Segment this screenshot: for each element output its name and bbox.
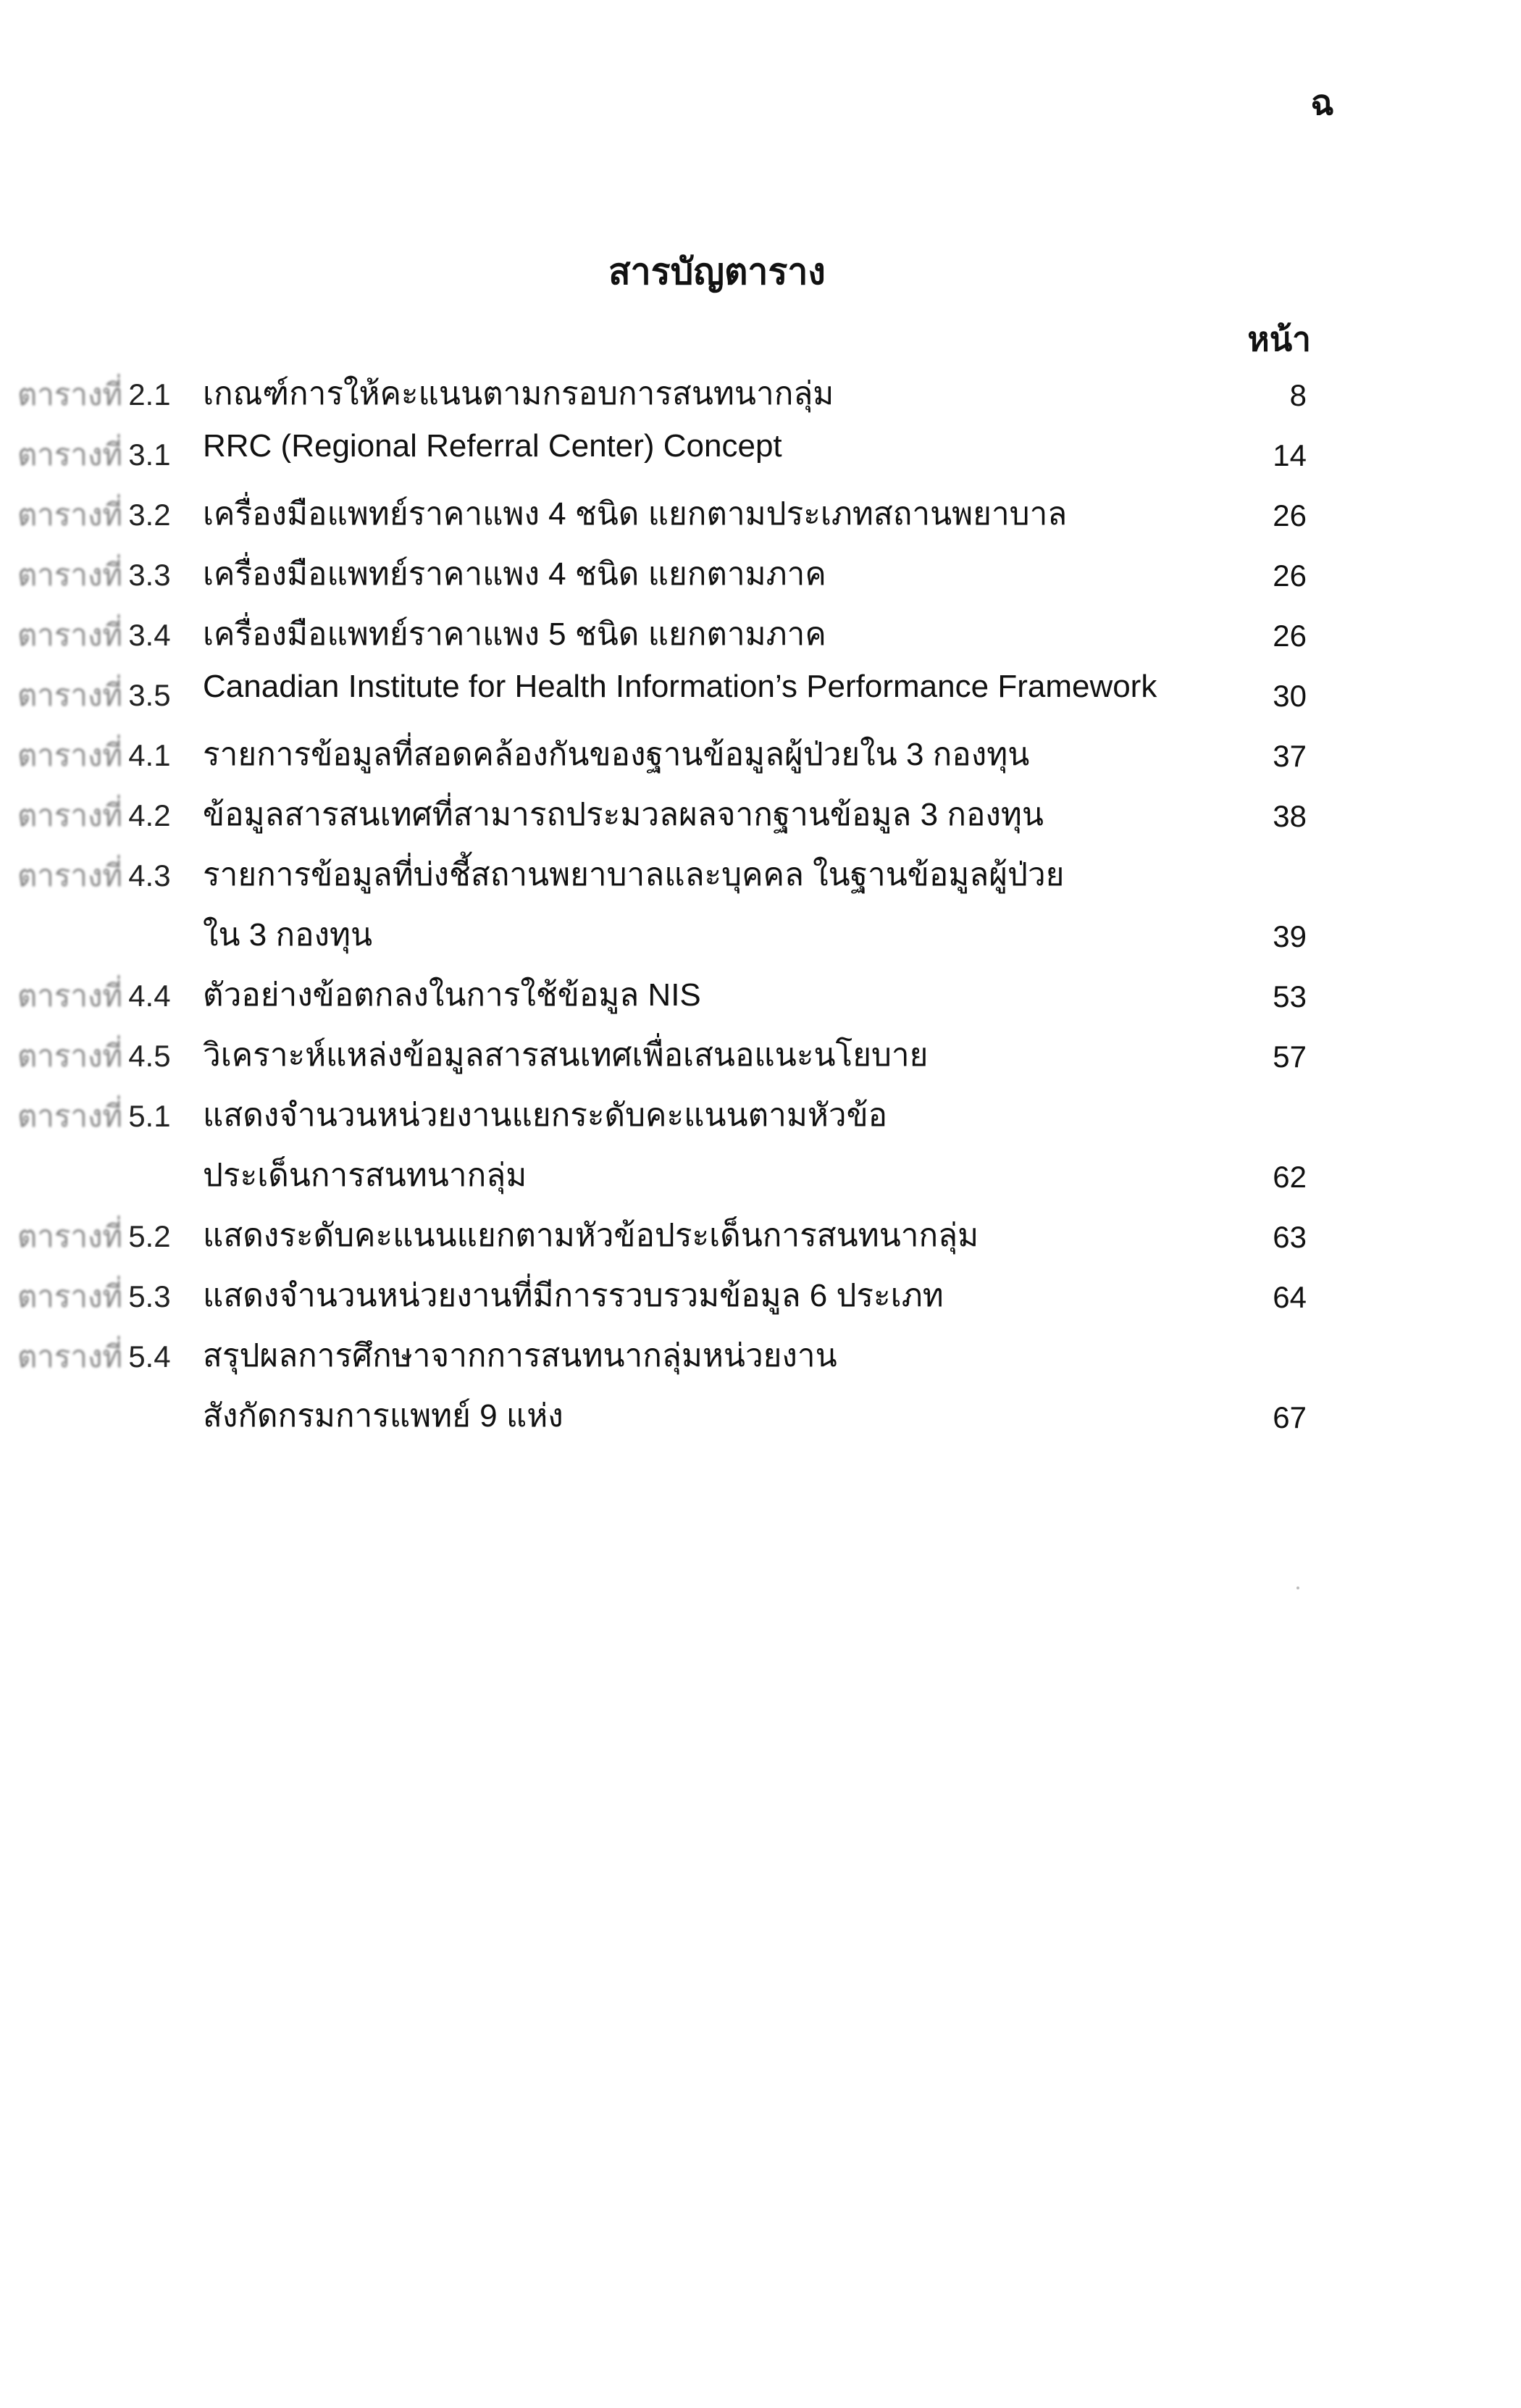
toc-entry <box>0 428 1521 488</box>
table-title: เครื่องมือแพทย์ราคาแพง 4 ชนิด แยกตามภาค <box>203 556 826 592</box>
table-title: สังกัดกรมการแพทย์ 9 แห่ง <box>203 1398 563 1434</box>
page-number: 30 <box>1273 679 1307 713</box>
table-number: 3.3 <box>128 558 171 592</box>
table-label-word: ตารางที่ <box>17 1039 123 1073</box>
toc-entry-line <box>0 488 1521 548</box>
table-title: RRC (Regional Referral Center) Concept <box>203 428 782 464</box>
table-number: 4.1 <box>128 738 171 772</box>
page-column-heading: หน้า <box>1247 320 1311 358</box>
table-number: 5.4 <box>128 1339 171 1374</box>
toc-entry <box>0 849 1521 969</box>
table-number-label <box>17 611 171 659</box>
toc-entry-line <box>0 609 1521 669</box>
toc-entry-line <box>0 909 1521 969</box>
toc-entry-line <box>0 849 1521 909</box>
table-label-word: ตารางที่ <box>17 498 123 532</box>
toc-entry <box>0 669 1521 729</box>
table-number: 3.4 <box>128 618 171 652</box>
toc-entry-line <box>0 729 1521 789</box>
toc-entry <box>0 548 1521 609</box>
page-number: 37 <box>1273 739 1307 773</box>
toc-entry <box>0 368 1521 428</box>
toc-entry <box>0 729 1521 789</box>
table-number-label <box>17 1032 171 1080</box>
page-marker: ฉ <box>1310 84 1334 122</box>
table-number-label <box>17 792 171 840</box>
toc-entry-line <box>0 1270 1521 1330</box>
table-number: 5.1 <box>128 1099 171 1133</box>
table-number-label <box>17 551 171 599</box>
page-number: 8 <box>1289 378 1307 412</box>
table-number-label <box>17 852 171 900</box>
table-title: ใน 3 กองทุน <box>203 917 373 953</box>
toc-entry-line <box>0 1210 1521 1270</box>
table-label-word: ตารางที่ <box>17 678 123 712</box>
toc-entry-line <box>0 1390 1521 1450</box>
toc-entry-line <box>0 368 1521 428</box>
toc-entry-line <box>0 669 1521 729</box>
table-title: แสดงจำนวนหน่วยงานแยกระดับคะแนนตามหัวข้อ <box>203 1098 888 1133</box>
table-number-label <box>17 732 171 779</box>
table-title: รายการข้อมูลที่บ่งชี้สถานพยาบาลและบุคคล ในฐานข้อมูลผู้ป่วย <box>203 857 1065 892</box>
table-label-word: ตารางที่ <box>17 1339 123 1374</box>
toc-entry-line <box>0 548 1521 609</box>
table-number: 3.1 <box>128 438 171 472</box>
table-number-label <box>17 672 171 719</box>
table-number: 2.1 <box>128 377 171 411</box>
table-title: แสดงระดับคะแนนแยกตามหัวข้อประเด็นการสนทนากลุ่ม <box>203 1218 979 1253</box>
table-label-word: ตารางที่ <box>17 377 123 411</box>
table-label-word: ตารางที่ <box>17 858 123 892</box>
toc-entry-line <box>0 428 1521 488</box>
table-title: Canadian Institute for Health Information’s Performance Framework <box>203 669 1157 704</box>
table-title: ประเด็นการสนทนากลุ่ม <box>203 1158 527 1193</box>
toc-entry <box>0 1330 1521 1450</box>
page-number: 26 <box>1273 498 1307 532</box>
page-number: 53 <box>1273 979 1307 1013</box>
table-number-label <box>17 431 171 479</box>
table-title: รายการข้อมูลที่สอดคล้องกันของฐานข้อมูลผู้ป่วยใน 3 กองทุน <box>203 737 1030 772</box>
page-title: สารบัญตาราง <box>608 251 826 292</box>
page-number: 38 <box>1273 799 1307 833</box>
table-number: 5.2 <box>128 1219 171 1253</box>
toc-entry-line <box>0 969 1521 1029</box>
page-number: 39 <box>1273 919 1307 953</box>
table-label-word: ตารางที่ <box>17 1099 123 1133</box>
table-label-word: ตารางที่ <box>17 438 123 472</box>
page-number: 26 <box>1273 559 1307 593</box>
table-number-label <box>17 972 171 1020</box>
toc-entry-line <box>0 1330 1521 1390</box>
table-title: เครื่องมือแพทย์ราคาแพง 4 ชนิด แยกตามประเภทสถานพยาบาล <box>203 496 1068 532</box>
toc-entry <box>0 969 1521 1029</box>
table-title: ตัวอย่างข้อตกลงในการใช้ข้อมูล NIS <box>203 977 701 1013</box>
toc-entry <box>0 1270 1521 1330</box>
table-number-label <box>17 1273 171 1321</box>
table-title: เกณฑ์การให้คะแนนตามกรอบการสนทนากลุ่ม <box>203 376 834 411</box>
toc-entry <box>0 1210 1521 1270</box>
table-number: 5.3 <box>128 1279 171 1313</box>
toc-entry <box>0 1090 1521 1210</box>
page-number: 14 <box>1273 438 1307 472</box>
table-label-word: ตารางที่ <box>17 558 123 592</box>
toc-entry <box>0 789 1521 849</box>
table-number-label <box>17 1333 171 1381</box>
table-label-word: ตารางที่ <box>17 738 123 772</box>
table-title: เครื่องมือแพทย์ราคาแพง 5 ชนิด แยกตามภาค <box>203 616 826 652</box>
table-number-label <box>17 491 171 539</box>
table-number: 3.5 <box>128 678 171 712</box>
toc-entry <box>0 488 1521 548</box>
page-number: 26 <box>1273 619 1307 653</box>
toc-entry-line <box>0 1029 1521 1090</box>
page-number: 57 <box>1273 1040 1307 1074</box>
page-number: 62 <box>1273 1160 1307 1194</box>
toc-entry <box>0 609 1521 669</box>
toc-entry-line <box>0 1090 1521 1150</box>
table-label-word: ตารางที่ <box>17 798 123 832</box>
table-number: 4.2 <box>128 798 171 832</box>
table-title: วิเคราะห์แหล่งข้อมูลสารสนเทศเพื่อเสนอแนะนโยบาย <box>203 1037 929 1073</box>
toc-entry-line <box>0 789 1521 849</box>
toc-entry <box>0 1029 1521 1090</box>
table-of-contents-list <box>0 368 1521 1450</box>
table-number: 4.5 <box>128 1039 171 1073</box>
page-number: 64 <box>1273 1280 1307 1314</box>
table-number-label <box>17 1213 171 1261</box>
table-title: สรุปผลการศึกษาจากการสนทนากลุ่มหน่วยงาน <box>203 1338 837 1374</box>
table-number: 4.4 <box>128 979 171 1013</box>
table-number: 3.2 <box>128 498 171 532</box>
table-label-word: ตารางที่ <box>17 1219 123 1253</box>
table-title: แสดงจำนวนหน่วยงานที่มีการรวบรวมข้อมูล 6 ประเภท <box>203 1278 944 1313</box>
table-title: ข้อมูลสารสนเทศที่สามารถประมวลผลจากฐานข้อมูล 3 กองทุน <box>203 797 1044 832</box>
scan-speck <box>1296 1586 1299 1589</box>
page-number: 67 <box>1273 1400 1307 1434</box>
table-number-label <box>17 371 171 419</box>
table-label-word: ตารางที่ <box>17 979 123 1013</box>
table-number-label <box>17 1092 171 1140</box>
table-label-word: ตารางที่ <box>17 618 123 652</box>
table-label-word: ตารางที่ <box>17 1279 123 1313</box>
toc-entry-line <box>0 1150 1521 1210</box>
page-number: 63 <box>1273 1220 1307 1254</box>
table-number: 4.3 <box>128 858 171 892</box>
